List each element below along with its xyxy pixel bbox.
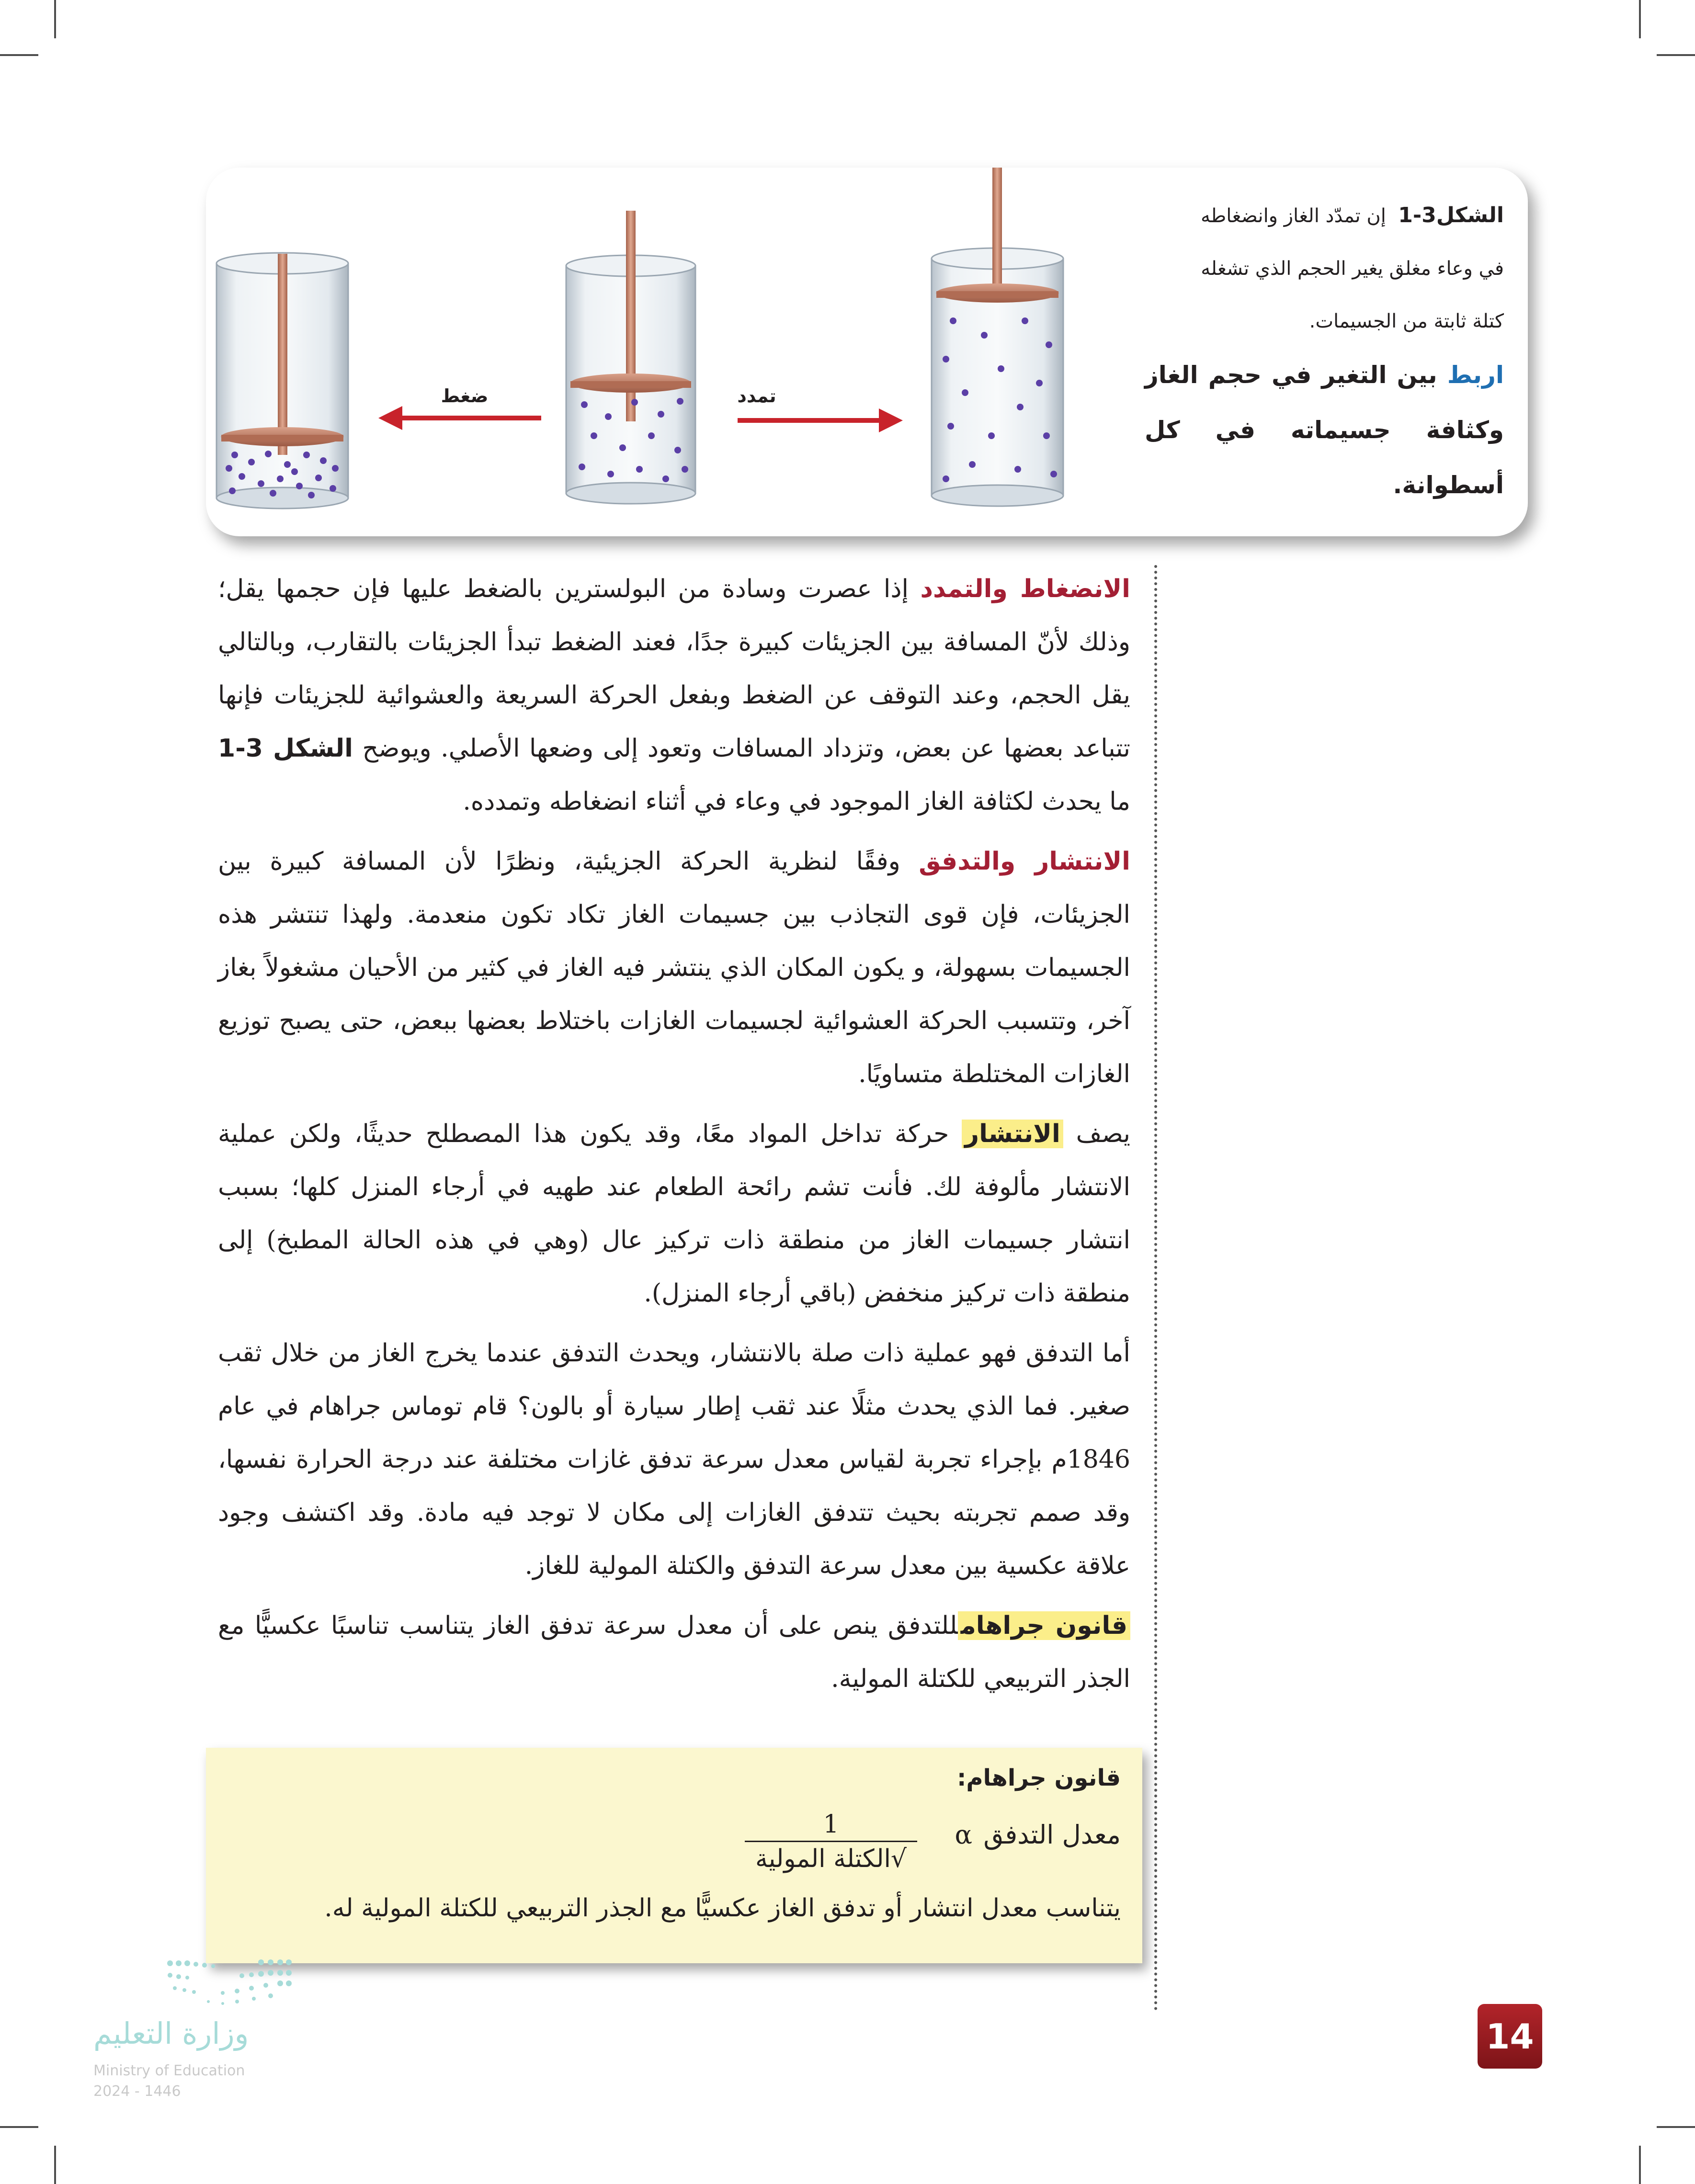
paragraph-text: ما يحدث لكثافة الغاز الموجود في وعاء في أثناء انضغاطه وتمدده. bbox=[463, 787, 1130, 816]
law-fraction bbox=[745, 1809, 917, 1876]
crop-mark bbox=[54, 2146, 56, 2184]
caption-question bbox=[1145, 348, 1504, 513]
cylinders-illustration bbox=[206, 168, 1164, 536]
term-compression-expansion: الانضغاط والتمدد bbox=[920, 575, 1130, 603]
compress-arrow bbox=[378, 406, 541, 430]
law-statement: يتناسب معدل انتشار أو تدفق الغاز عكسيًّا مع الجذر التربيعي للكتلة المولية له. bbox=[324, 1894, 1121, 1923]
expand-arrow bbox=[738, 408, 903, 432]
expand-label: تمدد bbox=[737, 385, 776, 407]
crop-mark bbox=[0, 2126, 38, 2128]
caption-label: الشكل bbox=[1436, 203, 1504, 227]
question-verb: اربط bbox=[1447, 361, 1504, 389]
crop-mark bbox=[1639, 2146, 1641, 2184]
caption-line2: في وعاء مغلق يغير الحجم الذي تشغله bbox=[1201, 258, 1504, 280]
grahams-law-box bbox=[206, 1748, 1142, 1963]
figure-caption bbox=[1145, 189, 1504, 513]
paragraph-text: حركة تداخل المواد معًا، وقد يكون هذا المصطلح حديثًا، ولكن عملية الانتشار مألوفة لك. فأنت تشم رائحة الطعام عند طهيه في أرجاء المنزل كلها؛ بسبب انتشار جسيمات الغاز من منطقة ذات تركيز عال (وهي في هذه الحالة المطبخ) إلى منطقة ذات تركيز منخفض (باقي أرجاء المنزل). bbox=[218, 1120, 1130, 1308]
crop-mark bbox=[0, 54, 38, 56]
crop-mark bbox=[1639, 0, 1641, 38]
paragraph-text: للتدفق ينص على أن معدل سرعة تدفق الغاز يتناسب تناسبًا عكسيًّا مع الجذر التربيعي للكتلة المولية. bbox=[218, 1611, 1130, 1693]
ministry-dots-icon bbox=[165, 1954, 299, 2011]
law-rate-label: معدل التدفق bbox=[983, 1820, 1121, 1850]
term-diffusion: الانتشار bbox=[962, 1120, 1063, 1148]
crop-mark bbox=[54, 0, 56, 38]
question-text: بين التغير في حجم الغاز وكثافة جسيماته في كل أسطوانة. bbox=[1145, 361, 1504, 499]
ministry-name-en: Ministry of Education bbox=[93, 2062, 245, 2079]
column-divider bbox=[1154, 565, 1157, 2011]
crop-mark bbox=[1657, 2126, 1695, 2128]
caption-line1: إن تمدّد الغاز وانضغاطه bbox=[1200, 205, 1386, 227]
ministry-logo bbox=[93, 1954, 295, 2112]
paragraph-prefix: يصف bbox=[1076, 1120, 1131, 1148]
paragraph-text: أما التدفق فهو عملية ذات صلة بالانتشار، ويحدث التدفق عندما يخرج الغاز من خلال ثقب صغير. فما الذي يحدث مثلًا عند ثقب إطار سيارة أو بالون؟ قام توماس جراهام في عام 1846م بإجراء تجربة لقياس معدل سرعة تدفق غازات مختلفة عند درجة الحرارة نفسها، وقد صمم تجربته بحيث تتدفق الغازات إلى مكان لا توجد فيه مادة. وقد اكتشف وجود علاقة عكسية بين معدل سرعة التدفق والكتلة المولية للغاز. bbox=[218, 1339, 1130, 1580]
ministry-name-ar: وزارة التعليم bbox=[93, 2016, 249, 2051]
cylinder-middle bbox=[566, 211, 695, 504]
paragraph-grahams-law bbox=[218, 1599, 1130, 1706]
law-title: قانون جراهام: bbox=[957, 1765, 1121, 1791]
proportional-symbol: α bbox=[955, 1820, 972, 1850]
figure-reference: الشكل 3-1 bbox=[218, 734, 353, 763]
caption-number: 1-3 bbox=[1398, 203, 1436, 227]
paragraph-text: وفقًا لنظرية الحركة الجزيئية، ونظرًا لأن المسافة كبيرة بين الجزيئات، فإن قوى التجاذب بين جسيمات الغاز تكاد تكون منعدمة. ولهذا تنتشر هذه الجسيمات بسهولة، و يكون المكان الذي ينتشر فيه الغاز في كثير من الأحيان مشغولاً بغاز آخر، وتتسبب الحركة العشوائية لجسيمات الغازات باختلاط بعضها ببعض، حتى يصبح توزيع الغازات المختلطة متساويًا. bbox=[218, 847, 1131, 1088]
paragraph-diffusion-effusion bbox=[218, 835, 1130, 1101]
caption-line bbox=[1145, 189, 1504, 242]
fraction-numerator: 1 bbox=[745, 1809, 917, 1842]
paragraph-text: إذا عصرت وسادة من البولسترين بالضغط عليها فإن حجمها يقل؛ وذلك لأنّ المسافة بين الجزيئات كبيرة جدًا، فعند الضغط تبدأ الجزيئات بالتقارب، وبالتالي يقل الحجم، وعند التوقف عن الضغط وبفعل الحركة السريعة والعشوائية للجزيئات فإنها تتباعد بعضها عن بعض، وتزداد المسافات وتعود إلى وضعها الأصلي. ويوضح bbox=[218, 575, 1131, 763]
paragraph-diffusion bbox=[218, 1108, 1130, 1320]
fraction-denominator: √الكتلة المولية bbox=[755, 1845, 907, 1873]
term-diffusion-effusion: الانتشار والتدفق bbox=[919, 847, 1130, 876]
paragraph-effusion bbox=[218, 1327, 1130, 1593]
cylinder-compressed bbox=[216, 253, 348, 509]
term-grahams-law: قانون جراهام bbox=[958, 1611, 1130, 1640]
compress-label: ضغط bbox=[441, 385, 489, 407]
caption-line3: كتلة ثابتة من الجسيمات. bbox=[1309, 310, 1504, 332]
cylinder-expanded bbox=[932, 168, 1063, 506]
body-text bbox=[218, 563, 1130, 1712]
ministry-year: 2024 - 1446 bbox=[93, 2083, 181, 2100]
crop-mark bbox=[1657, 54, 1695, 56]
page-number: 14 bbox=[1478, 2004, 1542, 2069]
paragraph-compression bbox=[218, 563, 1130, 828]
